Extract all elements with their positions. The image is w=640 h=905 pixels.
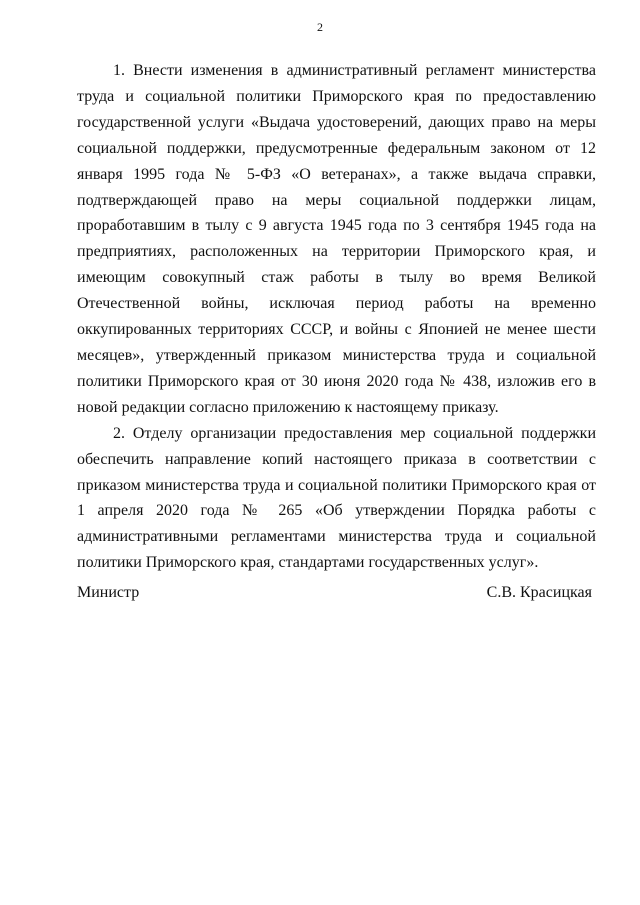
page-number: 2 <box>317 20 323 34</box>
document-body <box>77 58 596 576</box>
signatory-title: Министр <box>77 584 140 601</box>
signatory-name: С.В. Красицкая <box>486 584 592 601</box>
paragraph-2: 2. Отделу организации предоставления мер социальной поддержки обеспечить направление копий настоящего приказа в соответствии с приказом министерства труда и социальной политики Приморского края от 1 апреля 2020 года № 265 «Об утверждении Порядка работы с административными регламентами министерства труда и социальной политики Приморского края, стандартами государственных услуг». <box>77 424 596 572</box>
paragraph-1: 1. Внести изменения в административный регламент министерства труда и социальной политики Приморского края по предоставлению государственной услуги «Выдача удостоверений, дающих право на меры социальной поддержки, предусмотренные федеральным законом от 12 января 1995 года № 5-ФЗ «О ветеранах», а также выдача справки, подтверждающей право на меры социальной поддержки лицам, проработавшим в тылу с 9 августа 1945 года по 3 сентября 1945 года на предприятиях, расположенных на территории Приморского края, и имеющим совокупный стаж работы в тылу во время Великой Отечественной войны, исключая период работы на временно оккупированных территориях СССР, и войны с Японией не менее шести месяцев», утвержденный приказом министерства труда и социальной политики Приморского края от 30 июня 2020 года № 438, изложив его в новой редакции согласно приложению к настоящему приказу. <box>77 62 596 416</box>
